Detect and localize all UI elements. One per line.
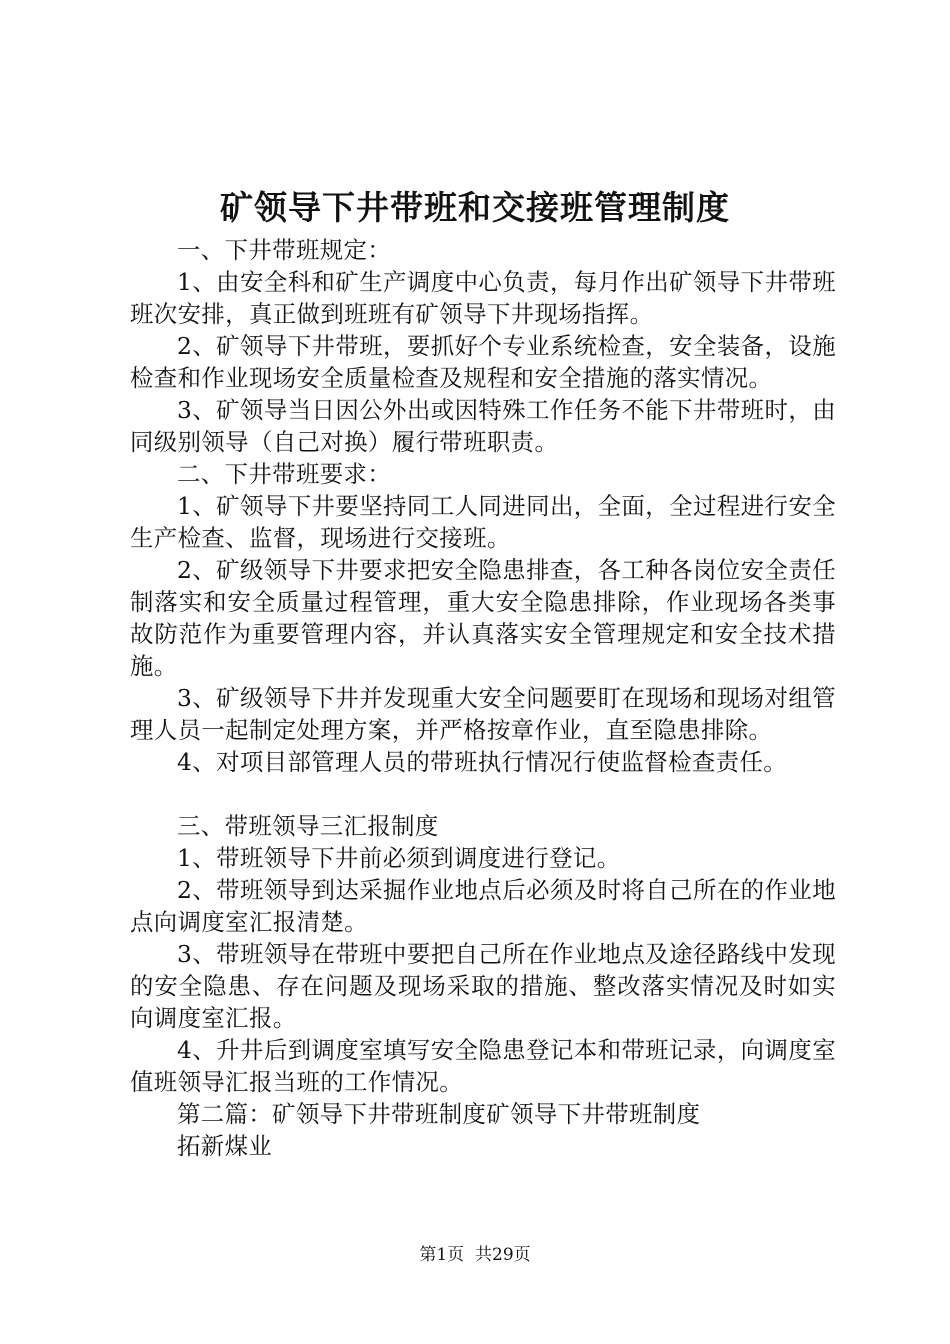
paragraph: 2、矿级领导下井要求把安全隐患排查，各工种各岗位安全责任制落实和安全质量过程管理，重大安全隐患排除，作业现场各类事故防范作为重要管理内容，并认真落实安全管理规定和安全技术措施。	[130, 556, 836, 680]
paragraph: 3、带班领导在带班中要把自己所在作业地点及途径路线中发现的安全隐患、存在问题及现场采取的措施、整改落实情况及时如实向调度室汇报。	[130, 940, 836, 1032]
blank-line	[130, 778, 836, 810]
paragraph: 2、带班领导到达采掘作业地点后必须及时将自己所在的作业地点向调度室汇报清楚。	[130, 876, 836, 936]
section-heading-1: 一、下井带班规定：	[177, 236, 392, 264]
company-name: 拓新煤业	[177, 1132, 273, 1160]
paragraph: 4、升井后到调度室填写安全隐患登记本和带班记录，向调度室值班领导汇报当班的工作情况。	[130, 1036, 836, 1096]
footer-spacer	[464, 1245, 475, 1265]
paragraph: 1、矿领导下井要坚持同工人同进同出，全面，全过程进行安全生产检查、监督，现场进行交接班。	[130, 492, 836, 552]
paragraph: 3、矿领导当日因公外出或因特殊工作任务不能下井带班时，由同级别领导（自己对换）履行带班职责。	[130, 396, 836, 456]
section-heading-2: 二、下井带班要求：	[177, 460, 392, 488]
page-total: 共29页	[475, 1245, 531, 1265]
page-number: 第1页	[419, 1245, 465, 1265]
document-body	[130, 234, 836, 1162]
paragraph: 3、矿级领导下井并发现重大安全问题要盯在现场和现场对组管理人员一起制定处理方案，并严格按章作业，直至隐患排除。	[130, 684, 836, 744]
paragraph: 1、由安全科和矿生产调度中心负责，每月作出矿领导下井带班班次安排，真正做到班班有矿领导下井现场指挥。	[130, 268, 836, 328]
paragraph: 2、矿领导下井带班，要抓好个专业系统检查，安全装备，设施检查和作业现场安全质量检查及规程和安全措施的落实情况。	[130, 332, 836, 392]
document-title: 矿领导下井带班和交接班管理制度	[220, 188, 730, 227]
page-footer	[0, 1243, 950, 1267]
paragraph: 1、带班领导下井前必须到调度进行登记。	[177, 844, 621, 872]
next-chapter-heading: 第二篇：矿领导下井带班制度矿领导下井带班制度	[177, 1100, 701, 1128]
paragraph: 4、对项目部管理人员的带班执行情况行使监督检查责任。	[177, 748, 788, 776]
section-heading-3: 三、带班领导三汇报制度	[177, 812, 439, 840]
